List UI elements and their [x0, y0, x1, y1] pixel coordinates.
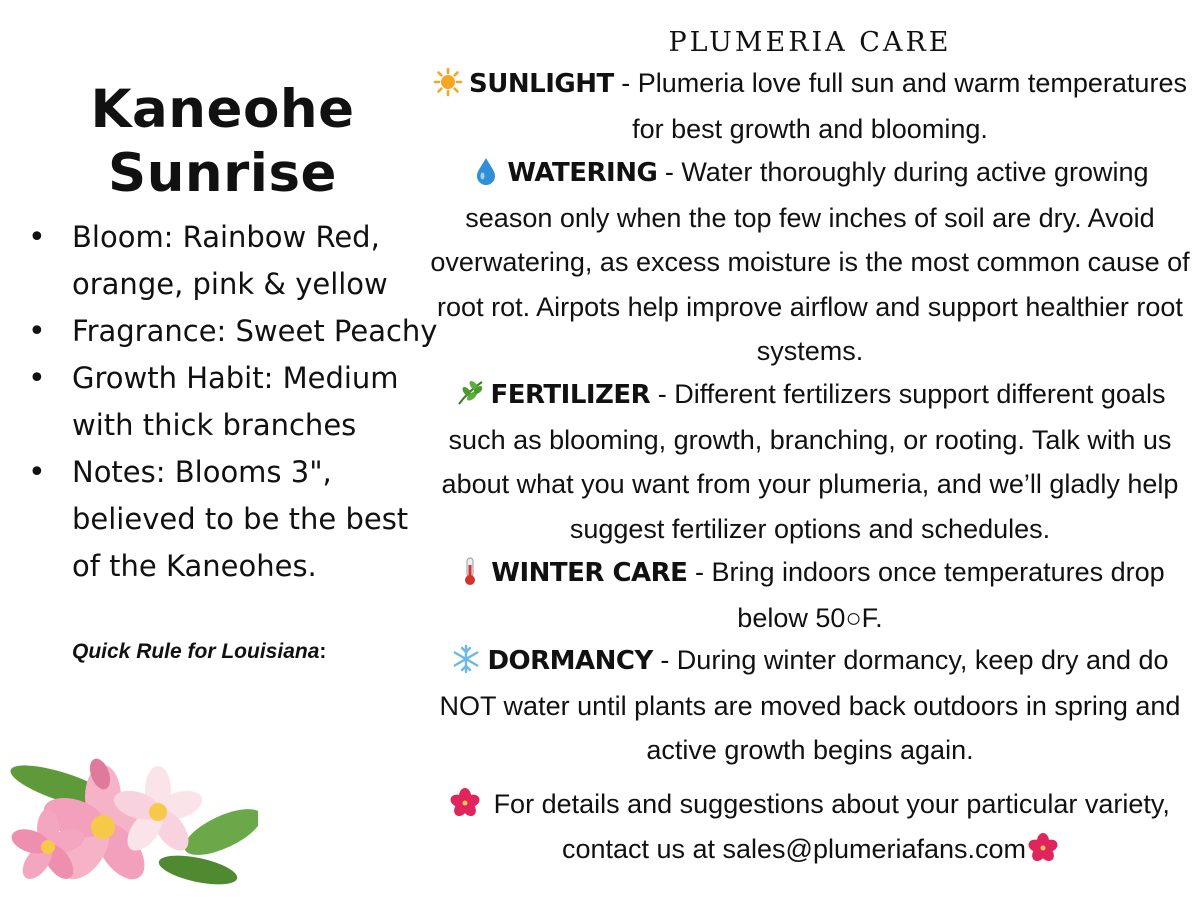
- care-section-sunlight: [430, 61, 1190, 151]
- variety-spec-list: [28, 214, 443, 590]
- contact-text: For details and suggestions about your particular variety, contact us at sales@plumeriafans.com: [486, 789, 1170, 864]
- spec-bloom: • Bloom: Rainbow Red, orange, pink & yellow: [28, 214, 443, 308]
- watering-heading: WATERING: [507, 158, 658, 188]
- fertilizer-text: - Different fertilizers support different goals such as blooming, growth, branching, or rooting. Talk with us about what you want from your plumeria, and we’ll gladly help suggest fertilizer options and schedules.: [441, 379, 1179, 544]
- water-drop-icon: [471, 156, 501, 186]
- quick-rule-heading-text: Quick Rule for Louisiana: [72, 640, 320, 663]
- quick-rule-colon: :: [319, 640, 327, 663]
- hibiscus-icon: [450, 788, 480, 818]
- sun-icon: [433, 67, 463, 97]
- winter-care-text: - Bring indoors once temperatures drop below 50○F.: [687, 557, 1165, 633]
- care-section-winter-care: [430, 550, 1190, 640]
- contact-section: [430, 782, 1190, 871]
- care-section-dormancy: [430, 638, 1190, 773]
- variety-title: [0, 78, 445, 206]
- fertilizer-heading: FERTILIZER: [490, 380, 651, 410]
- thermometer-icon: [455, 556, 485, 586]
- care-section-fertilizer: [430, 372, 1190, 551]
- plumeria-flower-illustration: [8, 752, 258, 892]
- dormancy-text: - During winter dormancy, keep dry and do NOT water until plants are moved back outdoors in spring and active growth begins again.: [439, 645, 1181, 765]
- watering-text: - Water thoroughly during active growing season only when the top few inches of soil are dry. Avoid overwatering, as excess moisture is the most common cause of root rot. Airpots help improve airflow and support healthier root systems.: [430, 157, 1190, 366]
- spec-notes: • Notes: Blooms 3", believed to be the best of the Kaneohes.: [28, 449, 443, 590]
- leaf-icon: [455, 378, 485, 408]
- care-section-watering: [430, 150, 1190, 374]
- sunlight-heading: SUNLIGHT: [469, 69, 614, 99]
- hibiscus-icon: [1028, 833, 1058, 863]
- variety-title-line1: Kaneohe: [90, 79, 355, 140]
- care-title: PLUMERIA CARE: [668, 27, 952, 58]
- winter-care-heading: WINTER CARE: [491, 558, 688, 588]
- care-panel: [430, 0, 1190, 900]
- snowflake-icon: [451, 644, 481, 674]
- variety-title-line2: Sunrise: [108, 143, 337, 204]
- quick-rule-heading: [72, 638, 326, 666]
- spec-fragrance: • Fragrance: Sweet Peachy: [28, 308, 443, 355]
- spec-growth-habit: • Growth Habit: Medium with thick branches: [28, 355, 443, 449]
- variety-panel: [0, 0, 440, 900]
- dormancy-heading: DORMANCY: [487, 646, 653, 676]
- sunlight-text: - Plumeria love full sun and warm temperatures for best growth and blooming.: [613, 68, 1187, 144]
